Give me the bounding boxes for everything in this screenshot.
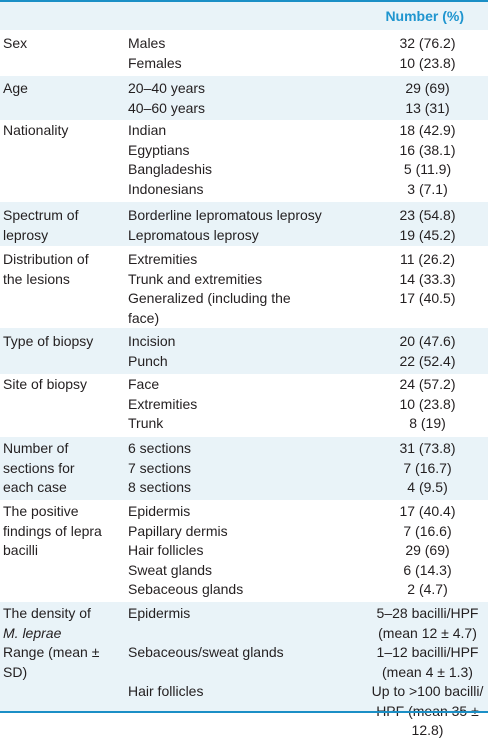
value: 11 (26.2): [400, 251, 455, 267]
value: 19 (45.2): [399, 226, 456, 243]
category: 6 sections: [128, 440, 192, 456]
value: 3 (7.1): [407, 180, 448, 197]
row-density: [0, 602, 488, 738]
row-label: bacilli: [3, 542, 39, 558]
category: Bangladeshis: [128, 161, 213, 177]
value: 2 (4.7): [407, 581, 448, 597]
row-label: M. leprae: [3, 624, 62, 641]
category: Epidermis: [128, 605, 191, 621]
value: 22 (52.4): [399, 352, 456, 369]
row-nationality: [0, 121, 488, 201]
row-sex: [0, 34, 488, 74]
row-label: leprosy: [3, 226, 49, 243]
category: Extremities: [128, 251, 198, 267]
value: 10 (23.8): [399, 395, 456, 412]
value: 17 (40.4): [399, 503, 456, 519]
row-label: Distribution of: [3, 251, 89, 267]
row-label: Site of biopsy: [3, 376, 88, 392]
row-spectrum: [0, 202, 488, 246]
row-site-of-biopsy: [0, 375, 488, 437]
row-label: sections for: [3, 459, 75, 476]
value: 23 (54.8): [399, 207, 456, 223]
category: face): [128, 309, 160, 326]
row-age: [0, 76, 488, 120]
row-label: Range (mean ±: [3, 644, 100, 660]
value: 18 (42.9): [399, 122, 456, 138]
value: 29 (69): [405, 80, 450, 96]
category: Sebaceous/sweat glands: [128, 644, 284, 660]
row-label: Number of: [3, 440, 69, 456]
row-label: Sex: [3, 35, 28, 51]
value: 32 (76.2): [399, 35, 456, 51]
row-label: SD): [3, 663, 28, 680]
row-label: Spectrum of: [3, 207, 79, 223]
category: Epidermis: [128, 503, 191, 519]
category-spacer: [128, 663, 358, 683]
value: 13 (31): [405, 99, 450, 116]
category: Borderline lepromatous leprosy: [128, 207, 322, 223]
value: 12.8): [411, 722, 444, 738]
value: 5–28 bacilli/HPF: [376, 605, 479, 621]
value: 1–12 bacilli/HPF: [376, 644, 479, 660]
value: 14 (33.3): [399, 270, 456, 287]
value: 6 (14.3): [403, 561, 452, 578]
number-column-header: Number (%): [385, 8, 464, 24]
row-positive-findings: [0, 502, 488, 602]
row-type-of-biopsy: [0, 328, 488, 374]
category: Incision: [128, 333, 176, 349]
category: 20–40 years: [128, 80, 206, 96]
value: 7 (16.7): [403, 459, 452, 476]
row-label: The density of: [3, 605, 91, 621]
row-label: each case: [3, 479, 67, 495]
value: 29 (69): [405, 542, 450, 558]
category: Egyptians: [128, 141, 190, 158]
category: Males: [128, 35, 166, 51]
row-distribution: [0, 248, 488, 328]
category: Trunk and extremities: [128, 270, 263, 287]
value: 17 (40.5): [399, 290, 456, 306]
row-number-of-sections: [0, 437, 488, 500]
category: Punch: [128, 352, 168, 369]
category: 7 sections: [128, 459, 192, 476]
category: Hair follicles: [128, 542, 204, 558]
category: Extremities: [128, 395, 198, 412]
table-header: [0, 0, 488, 30]
value: (mean 12 ± 4.7): [378, 624, 477, 641]
value: 4 (9.5): [407, 479, 448, 495]
value: 7 (16.6): [403, 522, 452, 539]
row-label: Nationality: [3, 122, 69, 138]
category: Papillary dermis: [128, 522, 228, 539]
category-spacer: [128, 624, 358, 644]
category: Lepromatous leprosy: [128, 226, 259, 243]
value: 24 (57.2): [399, 376, 456, 392]
category: Trunk: [128, 415, 164, 431]
row-label: The positive: [3, 503, 79, 519]
value: 20 (47.6): [399, 333, 456, 349]
row-label: Age: [3, 80, 28, 96]
category: Females: [128, 54, 182, 71]
bottom-rule: [0, 711, 488, 713]
category: Generalized (including the: [128, 290, 291, 306]
category: Hair follicles: [128, 683, 204, 699]
category: Indian: [128, 122, 167, 138]
row-label: Type of biopsy: [3, 333, 94, 349]
value: Up to >100 bacilli/: [371, 683, 484, 699]
category: Indonesians: [128, 180, 204, 197]
row-label: the lesions: [3, 270, 70, 287]
category: Face: [128, 376, 160, 392]
category: 40–60 years: [128, 99, 206, 116]
value: 10 (23.8): [399, 54, 456, 71]
category: Sebaceous glands: [128, 581, 244, 597]
value: 31 (73.8): [399, 440, 456, 456]
value: 5 (11.9): [403, 161, 452, 177]
category: 8 sections: [128, 479, 192, 495]
row-label: findings of lepra: [3, 522, 102, 539]
value: (mean 4 ± 1.3): [382, 663, 473, 680]
value: 16 (38.1): [399, 141, 456, 158]
category: Sweat glands: [128, 561, 213, 578]
value: 8 (19): [409, 415, 446, 431]
